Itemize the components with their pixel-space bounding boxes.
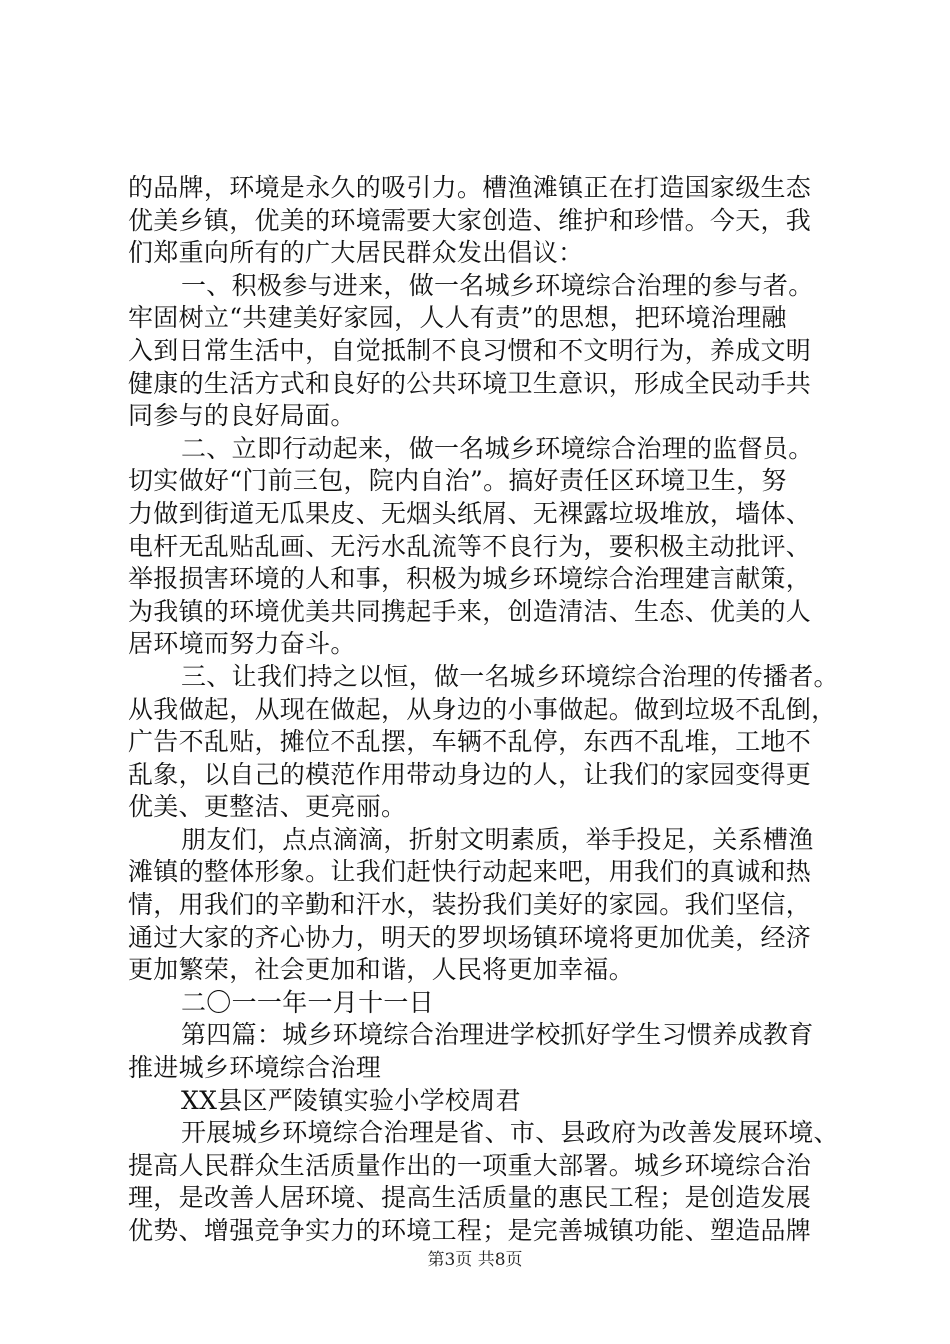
text-line: 为我镇的环境优美共同携起手来，创造清洁、生态、优美的人 xyxy=(128,596,812,626)
text-line: 同参与的良好局面。 xyxy=(128,401,356,431)
document-body xyxy=(128,172,848,1248)
text-line: 推进城乡环境综合治理 xyxy=(128,1053,382,1083)
text-line: 第四篇：城乡环境综合治理进学校抓好学生习惯养成教育 xyxy=(181,1020,814,1050)
text-line: 优美、更整洁、更亮丽。 xyxy=(128,792,407,822)
text-line: 举报损害环境的人和事，积极为城乡环境综合治理建言献策， xyxy=(128,564,812,594)
text-line: 更加繁荣，社会更加和谐，人民将更加幸福。 xyxy=(128,955,635,985)
text-line: 优美乡镇，优美的环境需要大家创造、维护和珍惜。今天，我 xyxy=(128,205,812,235)
text-line: 的品牌，环境是永久的吸引力。槽渔滩镇正在打造国家级生态 xyxy=(128,173,812,202)
text-line: 力做到街道无瓜果皮、无烟头纸屑、无裸露垃圾堆放，墙体、 xyxy=(128,498,812,528)
text-line: 广告不乱贴，摊位不乱摆，车辆不乱停，东西不乱堆，工地不 xyxy=(128,727,812,757)
text-line: 牢固树立“共建美好家园，人人有责”的思想，把环境治理融 xyxy=(128,303,787,333)
text-line: 二、立即行动起来，做一名城乡环境综合治理的监督员。 xyxy=(181,433,814,463)
text-line: 二〇一一年一月十一日 xyxy=(181,987,435,1017)
text-line: 切实做好“门前三包，院内自治”。搞好责任区环境卫生，努 xyxy=(128,466,787,496)
text-line: 提高人民群众生活质量作出的一项重大部署。城乡环境综合治 xyxy=(128,1150,812,1180)
text-line: 乱象，以自己的模范作用带动身边的人，让我们的家园变得更 xyxy=(128,759,812,789)
text-line: 从我做起，从现在做起，从身边的小事做起。做到垃圾不乱倒， xyxy=(128,694,837,724)
text-line: 入到日常生活中，自觉抵制不良习惯和不文明行为，养成文明 xyxy=(128,335,812,365)
text-line: 开展城乡环境综合治理是省、市、县政府为改善发展环境、 xyxy=(181,1118,839,1148)
text-line: XX县区严陵镇实验小学校周君 xyxy=(181,1085,521,1115)
text-line: 一、积极参与进来，做一名城乡环境综合治理的参与者。 xyxy=(181,270,814,300)
text-line: 们郑重向所有的广大居民群众发出倡议： xyxy=(128,238,584,268)
text-line: 朋友们，点点滴滴，折射文明素质，举手投足，关系槽渔 xyxy=(181,824,814,854)
text-line: 通过大家的齐心协力，明天的罗坝场镇环境将更加优美，经济 xyxy=(128,922,812,952)
text-line: 健康的生活方式和良好的公共环境卫生意识，形成全民动手共 xyxy=(128,368,812,398)
text-line: 电杆无乱贴乱画、无污水乱流等不良行为，要积极主动批评、 xyxy=(128,531,812,561)
page-footer: 第3页 共8页 xyxy=(427,1250,523,1270)
text-line: 滩镇的整体形象。让我们赶快行动起来吧，用我们的真诚和热 xyxy=(128,857,812,887)
text-line: 情，用我们的辛勤和汗水，装扮我们美好的家园。我们坚信， xyxy=(128,890,812,920)
text-line: 三、让我们持之以恒，做一名城乡环境综合治理的传播者。 xyxy=(181,661,839,691)
text-line: 理，是改善人居环境、提高生活质量的惠民工程；是创造发展 xyxy=(128,1183,812,1213)
text-line: 居环境而努力奋斗。 xyxy=(128,629,356,659)
text-line: 优势、增强竞争实力的环境工程；是完善城镇功能、塑造品牌 xyxy=(128,1216,812,1245)
